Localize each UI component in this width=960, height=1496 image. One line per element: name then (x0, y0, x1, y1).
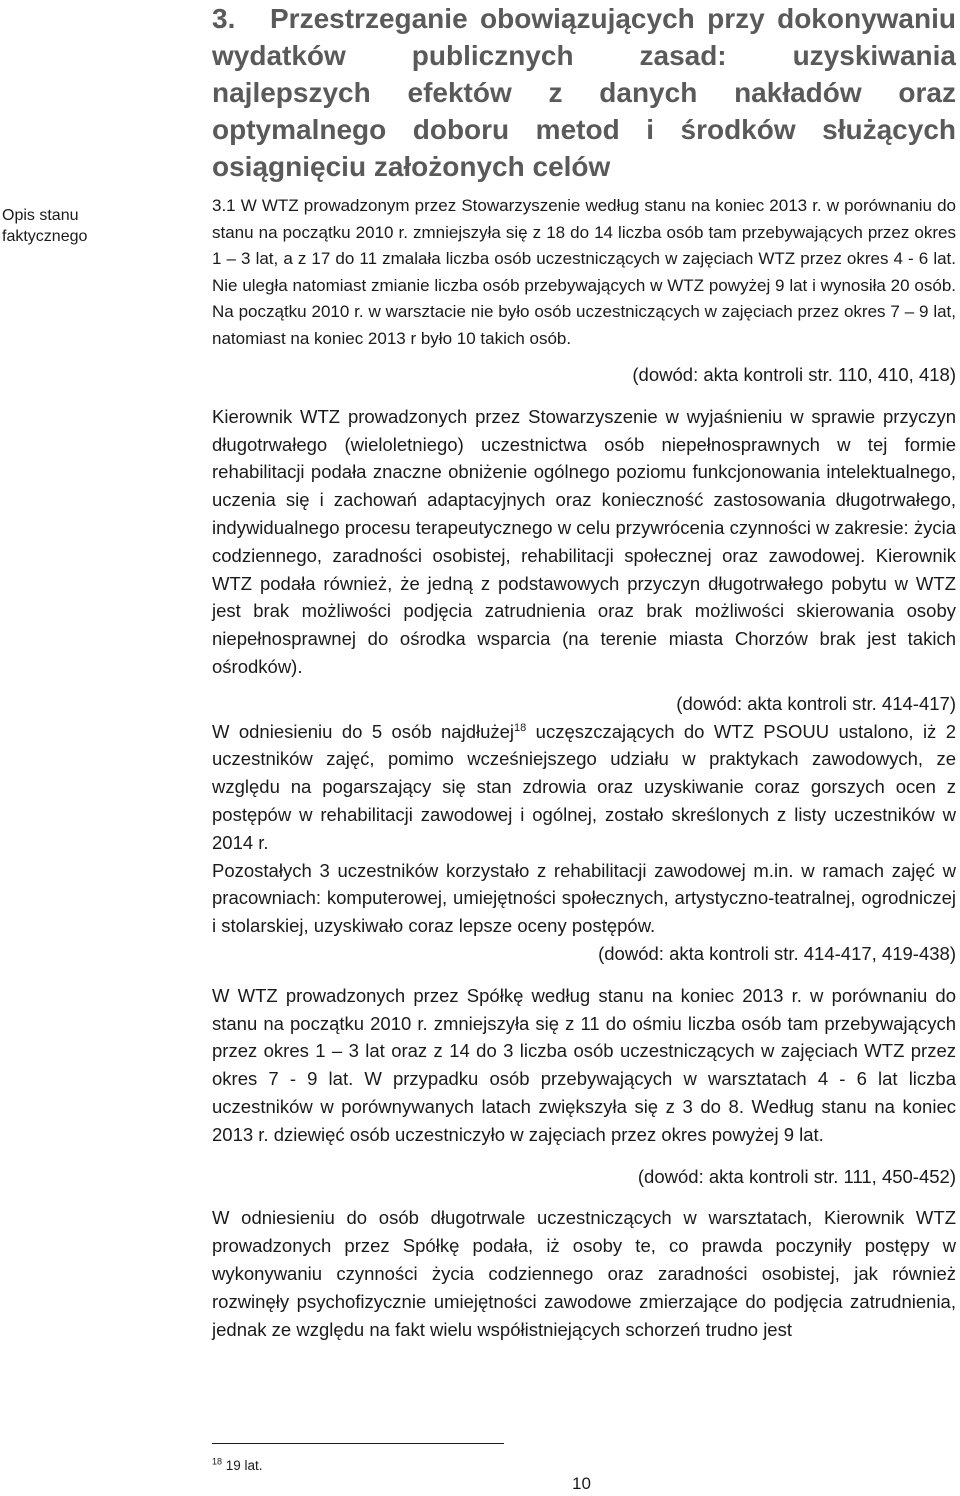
section-heading (212, 0, 956, 185)
page-number: 10 (572, 1474, 591, 1493)
paragraph-remaining-participants: Pozostałych 3 uczestników korzystało z rehabilitacji zawodowej m.in. w ramach zajęć w pracowniach: komputerowej, umiejętności społecznych, artystyczno-teatralnej, ogrodniczej i stolarskiej, uzyskiwało coraz lepsze oceny postępów. (212, 859, 956, 937)
footnote-reference: 18 (514, 721, 527, 734)
evidence-note-4: (dowód: akta kontroli str. 111, 450-452) (637, 1165, 956, 1187)
evidence-note-2: (dowód: akta kontroli str. 414-417) (676, 692, 956, 714)
heading-line-5: osiągnięciu założonych celów (212, 151, 611, 182)
paragraph-wtz-spolka: W WTZ prowadzonych przez Spółkę według stanu na koniec 2013 r. w porównaniu do stanu na początku 2010 r. zmniejszyła się z 11 do ośmiu liczba osób tam przebywających przez okres 1 – 3 lat oraz z 14 do 3 liczba osób uczestniczących w zajęciach WTZ przez okres 7 - 9 lat. W przypadku osób przebywających w warsztatach 4 - 6 lat liczba uczestników w porównywanych latach zwiększyła się z 3 do 8. Według stanu na koniec 2013 r. dziewięć osób uczestniczyło w zajęciach przez okres powyżej 9 lat. (212, 984, 956, 1145)
document-body (212, 193, 956, 1343)
evidence-note-1: (dowód: akta kontroli str. 110, 410, 418) (632, 364, 956, 385)
paragraph-3-1: 3.1 W WTZ prowadzonym przez Stowarzyszenie według stanu na koniec 2013 r. w porównaniu do stanu na początku 2010 r. zmniejszyła się z 18 do 14 liczba osób tam przebywających przez okres 1 – 3 lat, a z 17 do 11 zmalała liczba osób uczestniczących w zajęciach WTZ przez okres 4 - 6 lat. Nie uległa natomiast zmianie liczba osób przebywających w WTZ powyżej 9 lat i wynosiła 20 osób. Na początku 2010 r. w warsztacie nie było osób uczestniczących w zajęciach przez okres 7 – 9 lat, natomiast na koniec 2013 r było 10 takich osób. (212, 196, 956, 348)
evidence-note-3: (dowód: akta kontroli str. 414-417, 419-438) (598, 942, 956, 964)
footnote-text: 19 lat. (222, 1458, 263, 1473)
footnote-number: 18 (212, 1456, 223, 1467)
heading-line-3: najlepszych efektów z danych nakładów oraz (212, 77, 956, 108)
footnote-separator (212, 1443, 504, 1444)
heading-line-4: optymalnego doboru metod i środków służących (212, 114, 956, 145)
margin-label (2, 205, 102, 247)
heading-line-2: wydatków publicznych zasad: uzyskiwania (212, 40, 956, 71)
margin-label-line-2: faktycznego (2, 228, 88, 245)
footnote (212, 1457, 263, 1475)
margin-label-line-1: Opis stanu (2, 207, 79, 224)
paragraph-long-term-participants: W odniesieniu do osób długotrwale uczestniczących w warsztatach, Kierownik WTZ prowadzonych przez Spółkę podała, iż osoby te, co prawda poczyniły postępy w wykonywaniu czynności życia codziennego oraz zaradności osobistej, jak również rozwinęły psychofizycznie umiejętności zawodowe zmierzające do podjęcia zatrudnienia, jednak ze względu na fakt wielu współistniejących schorzeń trudno jest (212, 1207, 956, 1340)
heading-number: 3. (212, 3, 236, 34)
paragraph-psouu: W odniesieniu do 5 osób najdłużej$^{18}$ uczęszczających do WTZ PSOUU ustalono, iż 2 uczestników zajęć, pomimo wcześniejszego udziału w praktykach zawodowych, ze względu na pogarszający się stan zdrowia oraz uzyskiwanie coraz gorszych ocen z postępów w rehabilitacji zawodowej i ogólnej, zostało skreślonych z listy uczestników w 2014 r. (212, 720, 956, 853)
paragraph-explanation-stowarzyszenie: Kierownik WTZ prowadzonych przez Stowarzyszenie w wyjaśnieniu w sprawie przyczyn długotrwałego (wieloletniego) uczestnictwa osób niepełnosprawnych w tej formie rehabilitacji podała znaczne obniżenie ogólnego poziomu funkcjonowania intelektualnego, uczenia się i zachowań adaptacyjnych oraz konieczność zastosowania długotrwałego, indywidualnego procesu terapeutycznego w celu przywrócenia czynności w zakresie: życia codziennego, zaradności osobistej, rehabilitacji społecznej oraz zawodowej. Kierownik WTZ podała również, że jedną z podstawowych przyczyn długotrwałego pobytu w WTZ jest brak możliwości podjęcia zatrudnienia oraz brak możliwości skierowania osoby niepełnosprawnej do ośrodka wsparcia (na terenie miasta Chorzów brak jest takich ośrodków). (212, 405, 956, 677)
heading-line-1: 3. Przestrzeganie obowiązujących przy dokonywaniu (212, 0, 956, 37)
